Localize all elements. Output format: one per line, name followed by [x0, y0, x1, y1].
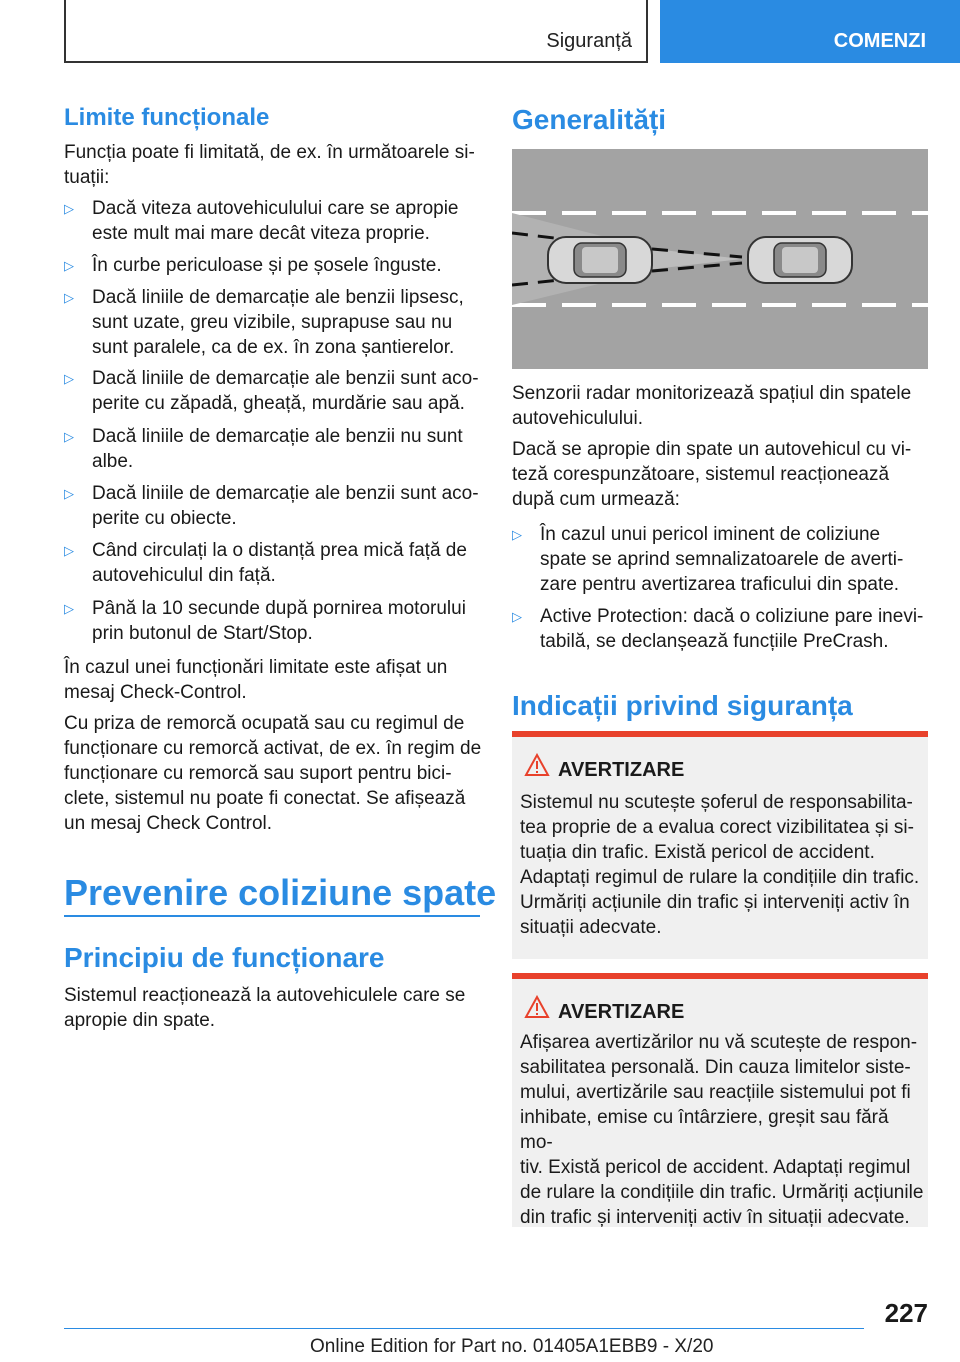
- text-line: mului, avertizările sau reacțiile sistemului pot fi: [520, 1082, 911, 1103]
- text-line: Active Protection: dacă o coliziune pare inevi-: [540, 606, 924, 627]
- bullet-text: [92, 196, 459, 246]
- warning-bar: [512, 973, 928, 979]
- header-section-title: Siguranță: [546, 30, 632, 52]
- warning-box: [512, 973, 928, 1227]
- text-line: sunt paralele, ca de ex. în zona șantierelor.: [92, 337, 455, 358]
- footer-rule: [64, 1328, 864, 1329]
- road-illustration: [512, 149, 928, 369]
- text-line: Dacă liniile de demarcație ale benzii sunt aco-: [92, 368, 479, 389]
- text-line: albe.: [92, 451, 134, 472]
- text-line: un mesaj Check Control.: [64, 813, 273, 834]
- triangle-bullet-icon: ▷: [64, 371, 74, 386]
- bullet-text: [540, 604, 923, 654]
- rear-collision-figure: [512, 149, 928, 369]
- warning-title: AVERTIZARE: [558, 759, 685, 781]
- triangle-bullet-icon: ▷: [64, 258, 74, 273]
- limits-intro-line: Funcția poate fi limitată, de ex. în următoarele si-: [64, 142, 475, 163]
- general-heading: Generalități: [512, 104, 667, 135]
- principle-heading: Principiu de funcționare: [64, 942, 385, 973]
- triangle-bullet-icon: ▷: [64, 486, 74, 501]
- principle-text: [64, 983, 480, 1033]
- text-line: inhibate, emise cu întârziere, greșit sau fără mo-: [520, 1107, 889, 1153]
- text-line: prin butonul de Start/Stop.: [92, 623, 313, 644]
- text-line: după cum urmează:: [512, 489, 680, 510]
- text-line: funcționare cu remorcă activat, de ex. în regim de: [64, 738, 482, 759]
- text-line: Sistemul reacționează la autovehiculele care se: [64, 985, 466, 1006]
- warning-triangle-icon: [524, 753, 550, 777]
- warning-triangle-icon: [524, 995, 550, 1019]
- text-line: În curbe periculoase și pe șosele înguste.: [92, 255, 442, 276]
- text-line: mesaj Check-Control.: [64, 682, 247, 703]
- text-line: Până la 10 secunde după pornirea motorului: [92, 598, 466, 619]
- bullet-text: [540, 522, 903, 597]
- bullet-text: [92, 366, 479, 416]
- general-text-2: [512, 437, 928, 512]
- text-line: clete, sistemul nu poate fi conectat. Se afișează: [64, 788, 466, 809]
- safety-heading: Indicații privind siguranța: [512, 690, 853, 721]
- text-line: sunt uzate, greu vizibile, suprapuse sau nu: [92, 312, 453, 333]
- text-line: tiv. Există pericol de accident. Adaptați regimul: [520, 1157, 911, 1178]
- text-line: Sistemul nu scutește șoferul de responsabilita-: [520, 792, 913, 813]
- text-line: autovehiculul din față.: [92, 565, 276, 586]
- text-line: perite cu obiecte.: [92, 508, 237, 529]
- rear-car-icon: [548, 237, 652, 283]
- limits-intro-line: tuații:: [64, 167, 110, 188]
- triangle-bullet-icon: ▷: [64, 429, 74, 444]
- triangle-bullet-icon: ▷: [64, 543, 74, 558]
- text-line: Dacă se apropie din spate un autovehicul cu vi-: [512, 439, 912, 460]
- bullet-text: [92, 424, 463, 474]
- text-line: Când circulați la o distanță prea mică față de: [92, 540, 467, 561]
- heading-rule: [64, 915, 480, 917]
- text-line: apropie din spate.: [64, 1010, 216, 1031]
- text-line: tuația din trafic. Există pericol de accident.: [520, 842, 875, 863]
- text-line: Adaptați regimul de rulare la condițiile din trafic.: [520, 867, 920, 888]
- text-line: Dacă liniile de demarcație ale benzii lipsesc,: [92, 287, 464, 308]
- bullet-text: [92, 481, 479, 531]
- header-section-tab: [64, 0, 648, 63]
- footer-edition: Online Edition for Part no. 01405A1EBB9 - X/20: [310, 1336, 714, 1357]
- text-line: tabilă, se declanșează funcțiile PreCrash.: [540, 631, 889, 652]
- bullet-text: [92, 596, 466, 646]
- text-line: Cu priza de remorcă ocupată sau cu regimul de: [64, 713, 465, 734]
- triangle-bullet-icon: ▷: [64, 601, 74, 616]
- text-line: În cazul unei funcționări limitate este afișat un: [64, 657, 448, 678]
- text-line: Senzorii radar monitorizează spațiul din spatele: [512, 383, 912, 404]
- warning-text: [520, 1030, 924, 1230]
- bullet-text: [92, 538, 467, 588]
- text-line: sabilitatea personală. Din cauza limitelor siste-: [520, 1057, 911, 1078]
- triangle-bullet-icon: ▷: [64, 201, 74, 216]
- text-line: situații adecvate.: [520, 917, 662, 938]
- text-line: este mult mai mare decât viteza proprie.: [92, 223, 430, 244]
- text-line: Dacă liniile de demarcație ale benzii sunt aco-: [92, 483, 479, 504]
- limits-note-2: [64, 711, 484, 836]
- header-chapter-tab[interactable]: [660, 0, 960, 63]
- text-line: spate se aprind semnalizatoarele de averti-: [540, 549, 904, 570]
- warning-text: [520, 790, 924, 940]
- text-line: Dacă liniile de demarcație ale benzii nu sunt: [92, 426, 463, 447]
- front-car-icon: [748, 237, 852, 283]
- page-number: 227: [884, 1298, 928, 1328]
- limits-intro: [64, 140, 480, 190]
- text-line: Dacă viteza autovehiculului care se apropie: [92, 198, 459, 219]
- text-line: perite cu zăpadă, gheață, murdărie sau apă.: [92, 393, 465, 414]
- text-line: tea proprie de a evalua corect vizibilitatea și si-: [520, 817, 914, 838]
- warning-title: AVERTIZARE: [558, 1001, 685, 1023]
- warning-bar: [512, 731, 928, 737]
- limits-heading: Limite funcționale: [64, 104, 270, 131]
- text-line: autovehiculului.: [512, 408, 643, 429]
- limits-note-1: [64, 655, 480, 705]
- header-chapter-title: COMENZI: [833, 30, 926, 52]
- text-line: Afișarea avertizărilor nu vă scutește de respon-: [520, 1032, 918, 1053]
- text-line: funcționare cu remorcă sau suport pentru bici-: [64, 763, 452, 784]
- triangle-bullet-icon: ▷: [64, 290, 74, 305]
- text-line: de rulare la condițiile din trafic. Urmăriți acțiunile: [520, 1182, 924, 1203]
- bullet-text: [92, 253, 442, 278]
- main-heading: Prevenire coliziune spate: [64, 872, 497, 913]
- text-line: teză corespunzătoare, sistemul reacționează: [512, 464, 890, 485]
- text-line: din trafic și interveniți activ în situații adecvate.: [520, 1207, 910, 1228]
- text-line: zare pentru avertizarea traficului din spate.: [540, 574, 900, 595]
- triangle-bullet-icon: ▷: [512, 527, 522, 542]
- triangle-bullet-icon: ▷: [512, 609, 522, 624]
- general-text-1: [512, 381, 928, 431]
- text-line: Urmăriți acțiunile din trafic și interveniți activ în: [520, 892, 910, 913]
- text-line: În cazul unui pericol iminent de coliziune: [540, 524, 881, 545]
- warning-box: [512, 731, 928, 959]
- bullet-text: [92, 285, 464, 360]
